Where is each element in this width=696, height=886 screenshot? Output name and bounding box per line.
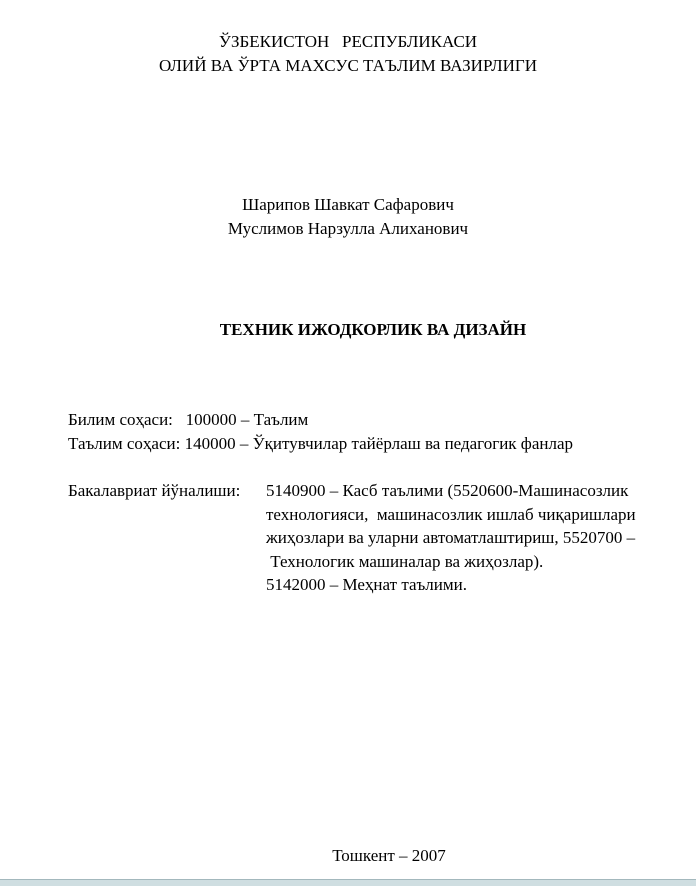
bachelor-line-2: технологияси, машинасозлик ишлаб чиқаришлари xyxy=(266,504,636,524)
imprint xyxy=(41,844,696,868)
bachelor-line-5: 5142000 – Меҳнат таълими. xyxy=(266,575,467,594)
bachelor-direction xyxy=(0,479,696,597)
bachelor-line-4: Технологик машиналар ва жиҳозлар). xyxy=(266,551,544,571)
bachelor-line-3: жиҳозлари ва уларни автоматлаштириш, 5520700 – xyxy=(266,528,636,547)
knowledge-area-line: Билим соҳаси: 100000 – Таълим xyxy=(68,410,309,429)
authors xyxy=(0,193,696,241)
bachelor-direction-label: Бакалавриат йўналиши: xyxy=(68,481,241,500)
study-fields xyxy=(0,408,696,456)
bachelor-direction-content xyxy=(266,479,696,597)
author-2: Муслимов Нарзулла Алиханович xyxy=(227,219,469,238)
viewer-bottom-edge-bar xyxy=(0,879,696,886)
education-area-line: Таълим соҳаси: 140000 – Ўқитувчилар тайёрлаш ва педагогик фанлар xyxy=(68,434,573,453)
bachelor-line-1: 5140900 – Касб таълими (5520600-Машинасозлик xyxy=(266,481,629,500)
header-line-ministry: ОЛИЙ ВА ЎРТА МАХСУС ТАЪЛИМ ВАЗИРЛИГИ xyxy=(158,56,538,75)
author-1: Шарипов Шавкат Сафарович xyxy=(242,195,454,214)
ministry-header xyxy=(0,0,696,78)
document-title-text: ТЕХНИК ИЖОДКОРЛИК ВА ДИЗАЙН xyxy=(219,320,527,339)
document-title xyxy=(25,318,696,342)
imprint-city-year: Тошкент – 2007 xyxy=(332,845,446,865)
header-line-country: ЎЗБЕКИСТОН РЕСПУБЛИКАСИ xyxy=(218,32,478,51)
